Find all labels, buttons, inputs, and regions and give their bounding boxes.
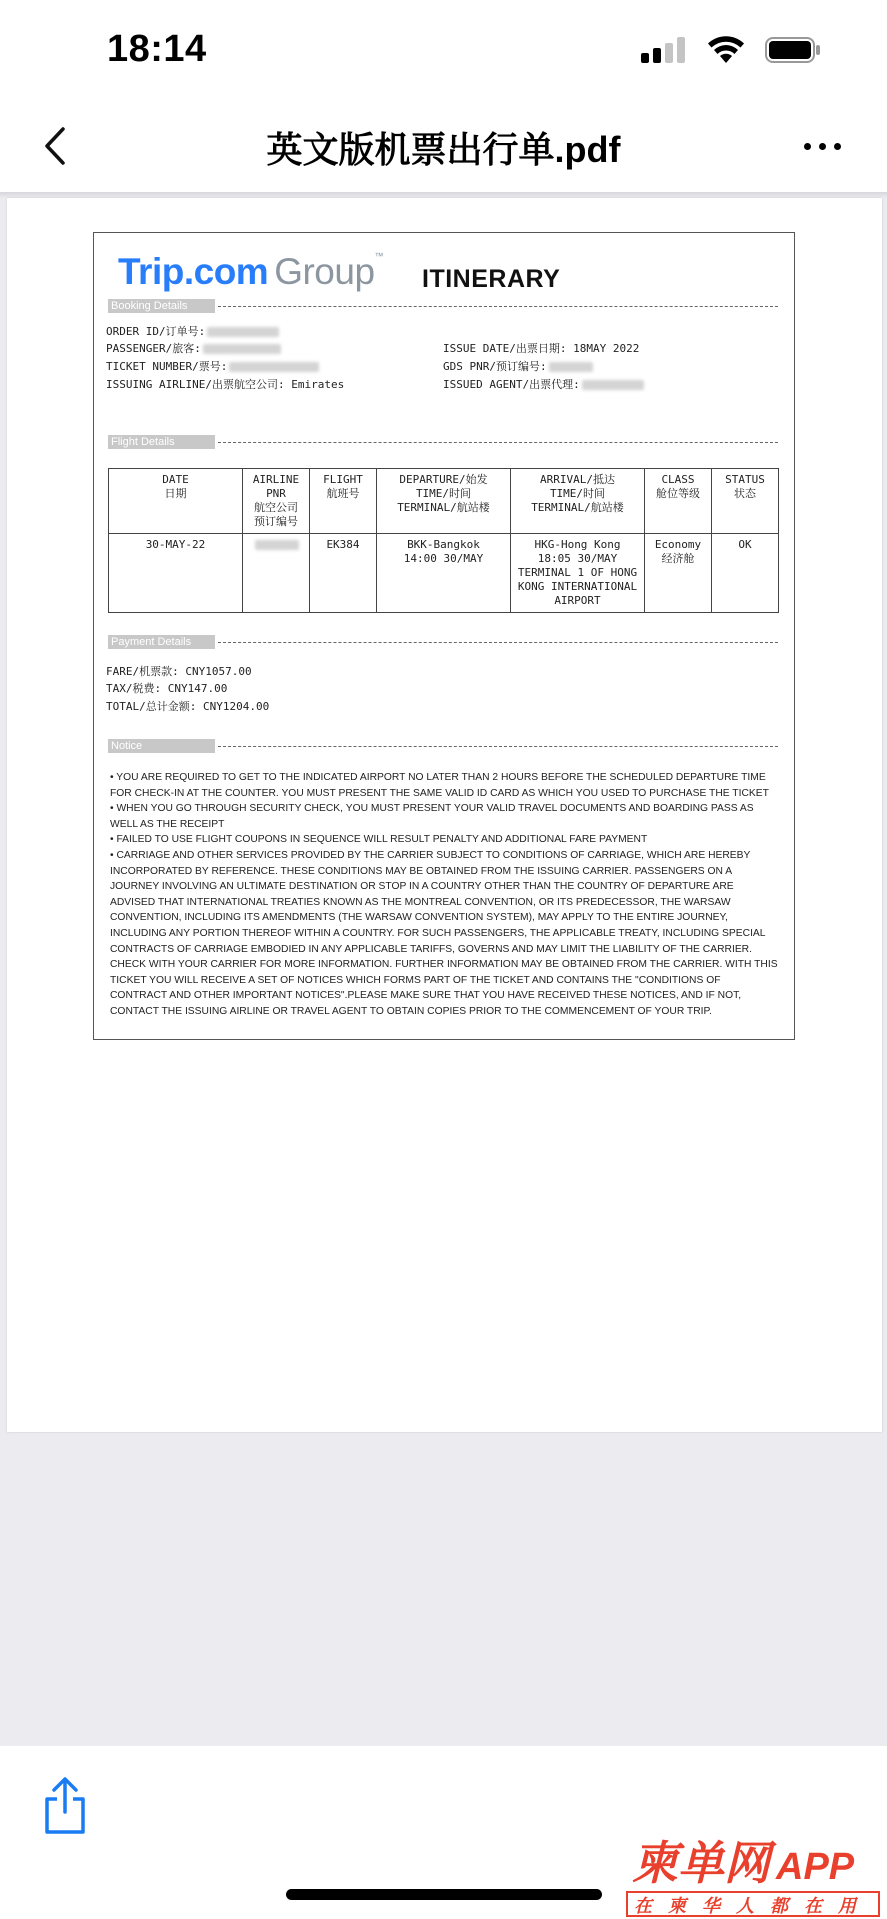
column-header-class: CLASS 舱位等级 (645, 469, 712, 534)
table-header-row (109, 469, 779, 534)
pdf-page[interactable] (7, 198, 882, 1432)
status-icons (641, 36, 821, 64)
divider (218, 306, 778, 307)
cell-arrival: HKG-Hong Kong 18:05 30/MAY TERMINAL 1 OF HONG KONG INTERNATIONAL AIRPORT (511, 534, 645, 613)
more-dot-icon (804, 143, 811, 150)
order-id-field (106, 323, 279, 339)
flight-table (108, 468, 779, 613)
table-row (109, 534, 779, 613)
ticket-number-field (106, 358, 319, 374)
column-header-date: DATE 日期 (109, 469, 243, 534)
nav-bar (0, 100, 887, 192)
back-button[interactable] (30, 118, 80, 174)
gds-pnr-label: GDS PNR/预订编号: (443, 360, 547, 373)
ticket-number-label: TICKET NUMBER/票号: (106, 360, 228, 373)
redacted-value (549, 362, 593, 372)
battery-icon (765, 37, 821, 63)
redacted-value (255, 540, 299, 550)
itinerary-document (93, 232, 795, 1040)
cell-airline-pnr (243, 534, 310, 613)
redacted-value (229, 362, 319, 372)
itinerary-title: ITINERARY (422, 265, 561, 293)
notice-text (110, 770, 778, 1020)
notice-item: • YOU ARE REQUIRED TO GET TO THE INDICATED AIRPORT NO LATER THAN 2 HOURS BEFORE THE SCHEDULED DEPARTURE TIME FOR CHECK-IN AT THE COUNTER. YOU MUST PRESENT THE SAME VALID ID CARD AS WHICH YOU USED TO PURCHASE THE TICKET (110, 772, 769, 799)
booking-details-header (108, 299, 778, 313)
cell-status: OK (712, 534, 779, 613)
column-header-status: STATUS 状态 (712, 469, 779, 534)
watermark-app: APP (776, 1846, 855, 1888)
wifi-icon (707, 36, 745, 64)
trademark-icon: ™ (374, 251, 384, 261)
logo-group: Group (274, 251, 375, 292)
notice-item: • FAILED TO USE FLIGHT COUPONS IN SEQUENCE WILL RESULT PENALTY AND ADDITIONAL FARE PAYMENT (110, 834, 648, 846)
notice-label: Notice (108, 739, 215, 753)
issue-date-field: ISSUE DATE/出票日期: 18MAY 2022 (443, 342, 640, 355)
chevron-left-icon (43, 126, 67, 166)
column-header-arrival: ARRIVAL/抵达 TIME/时间 TERMINAL/航站楼 (511, 469, 645, 534)
redacted-value (582, 380, 644, 390)
passenger-field (106, 340, 281, 356)
cell-date: 30-MAY-22 (109, 534, 243, 613)
cellular-signal-icon (641, 37, 687, 63)
divider (218, 642, 778, 643)
gds-pnr-field (443, 358, 593, 374)
issuing-airline-field: ISSUING AIRLINE/出票航空公司: Emirates (106, 378, 345, 391)
order-id-label: ORDER ID/订单号: (106, 325, 206, 338)
booking-details-label: Booking Details (108, 299, 215, 313)
flight-details-label: Flight Details (108, 435, 215, 449)
more-dot-icon (819, 143, 826, 150)
status-bar (0, 0, 887, 100)
notice-item: • WHEN YOU GO THROUGH SECURITY CHECK, YOU MUST PRESENT YOUR VALID TRAVEL DOCUMENTS AND BOARDING PASS AS WELL AS THE RECEIPT (110, 803, 754, 830)
fare-field: FARE/机票款: CNY1057.00 (106, 665, 252, 678)
watermark (626, 1827, 886, 1919)
cell-flight: EK384 (310, 534, 377, 613)
column-header-flight: FLIGHT 航班号 (310, 469, 377, 534)
more-options-button[interactable] (787, 118, 857, 174)
notice-item: • CARRIAGE AND OTHER SERVICES PROVIDED BY THE CARRIER SUBJECT TO CONDITIONS OF CARRIAGE, WHICH ARE HEREBY INCORPORATED BY REFERENCE. THESE CONDITIONS MAY BE OBTAINED FROM THE ISSUING CARRIER. PASSENGERS ON A JOURNEY INVOLVING AN ULTIMATE DESTINATION OR STOP IN A COUNTRY OTHER THAN THE COUNTRY OF DEPARTURE ARE ADVISED THAT INTERNATIONAL TREATIES KNOWN AS THE MONTREAL CONVENTION, OR ITS PREDECESSOR, THE WARSAW CONVENTION, INCLUDING ITS AMENDMENTS (THE WARSAW CONVENTION SYSTEM), MAY APPLY TO THE ENTIRE JOURNEY, INCLUDING ANY PORTION THEREOF WITHIN A COUNTRY. FOR SUCH PASSENGERS, THE APPLICABLE TREATY, INCLUDING SPECIAL CONTRACTS OF CARRIAGE EMBODIED IN ANY APPLICABLE TARIFFS, GOVERNS AND MAY LIMIT THE LIABILITY OF THE CARRIER. CHECK WITH YOUR CARRIER FOR MORE INFORMATION. FURTHER INFORMATION MAY BE OBTAINED FROM THE CARRIER. WITH THIS TICKET YOU WILL RECEIVE A SET OF NOTICES WHICH FORMS PART OF THE TICKET AND CONTAINS THE "CONDITIONS OF CONTRACT AND OTHER IMPORTANT NOTICES".PLEASE MAKE SURE THAT YOU HAVE RECEIVED THESE NOTICES, AND IF NOT, CONTACT THE ISSUING AIRLINE OR TRAVEL AGENT TO OBTAIN COPIES PRIOR TO THE COMMENCEMENT OF YOUR TRIP. (110, 849, 778, 1017)
divider (218, 746, 778, 747)
issued-agent-label: ISSUED AGENT/出票代理: (443, 378, 580, 391)
more-dot-icon (834, 143, 841, 150)
cell-class: Economy 经济舱 (645, 534, 712, 613)
home-indicator[interactable] (286, 1889, 602, 1900)
redacted-value (207, 327, 279, 337)
payment-details-label: Payment Details (108, 635, 215, 649)
share-button[interactable] (40, 1776, 90, 1836)
share-icon (40, 1776, 90, 1836)
cell-departure: BKK-Bangkok 14:00 30/MAY (377, 534, 511, 613)
logo-trip: Trip.com (118, 251, 269, 292)
redacted-value (203, 344, 281, 354)
notice-header (108, 739, 778, 753)
status-time: 18:14 (107, 28, 207, 70)
passenger-label: PASSENGER/旅客: (106, 342, 201, 355)
issued-agent-field (443, 376, 644, 392)
tax-field: TAX/税费: CNY147.00 (106, 682, 228, 695)
page-title: 英文版机票出行单.pdf (266, 129, 621, 170)
watermark-brand: 柬单网 (632, 1837, 770, 1889)
divider (218, 442, 778, 443)
payment-details-header (108, 635, 778, 649)
trip-com-group-logo (118, 251, 384, 295)
total-field: TOTAL/总计金额: CNY1204.00 (106, 700, 270, 713)
flight-details-header (108, 435, 778, 449)
column-header-departure: DEPARTURE/始发 TIME/时间 TERMINAL/航站楼 (377, 469, 511, 534)
column-header-airline-pnr: AIRLINE PNR 航空公司 预订编号 (243, 469, 310, 534)
watermark-slogan: 在柬华人都在用 (626, 1891, 880, 1917)
